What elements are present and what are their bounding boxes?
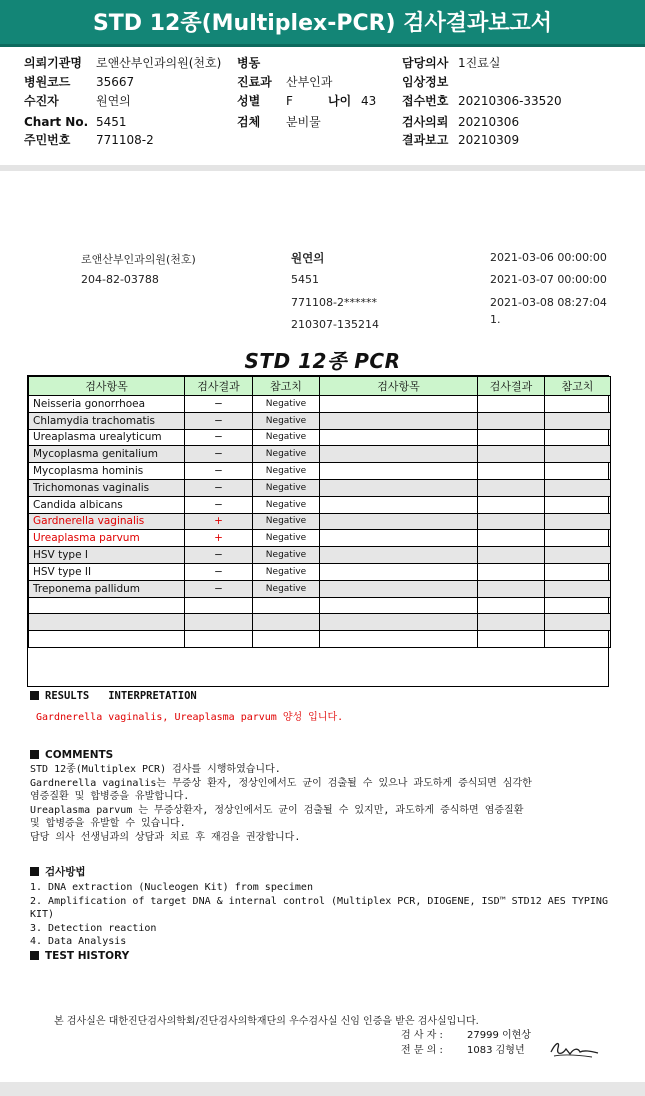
empty-cell — [478, 412, 545, 429]
hi-label: 검사의뢰 — [402, 115, 449, 129]
tester-label: 검 사 자 : — [401, 1030, 443, 1041]
methods-heading — [30, 864, 608, 879]
empty-cell — [478, 547, 545, 564]
test-result: + — [185, 530, 253, 547]
table-row — [29, 412, 611, 429]
col-header-result: 검사결과 — [478, 377, 545, 396]
test-item: Candida albicans — [29, 496, 185, 513]
empty-cell — [320, 563, 478, 580]
test-reference: Negative — [253, 463, 320, 480]
hi-label: 접수번호 — [402, 94, 449, 108]
test-reference: Negative — [253, 496, 320, 513]
empty-cell — [545, 530, 611, 547]
hi-value: 771108-2 — [96, 133, 154, 147]
test-item: HSV type I — [29, 547, 185, 564]
empty-cell — [545, 429, 611, 446]
empty-cell — [545, 614, 611, 631]
hi-value: 20210309 — [458, 133, 520, 147]
table-row — [29, 530, 611, 547]
text-line: 및 합병증을 유발할 수 있습니다. — [30, 818, 186, 829]
hi-label: 성별 — [237, 94, 261, 108]
test-reference: Negative — [253, 547, 320, 564]
empty-cell — [320, 479, 478, 496]
test-reference: Negative — [253, 396, 320, 413]
tester-value: 27999 이현상 — [467, 1030, 531, 1041]
table-row — [29, 463, 611, 480]
test-result: − — [185, 479, 253, 496]
hi-specimen — [237, 113, 321, 132]
test-reference: Negative — [253, 563, 320, 580]
test-result: − — [185, 396, 253, 413]
empty-cell — [545, 513, 611, 530]
hi-value: 분비물 — [286, 115, 321, 129]
empty-cell — [320, 513, 478, 530]
test-item: HSV type II — [29, 563, 185, 580]
table-row — [29, 496, 611, 513]
test-item: Neisseria gonorrhoea — [29, 396, 185, 413]
hi-value: 20210306 — [458, 115, 520, 129]
test-result: − — [185, 412, 253, 429]
chart-number: 5451 — [291, 273, 319, 286]
table-row — [29, 446, 611, 463]
table-row — [29, 547, 611, 564]
empty-cell — [320, 580, 478, 597]
table-row — [29, 597, 611, 614]
empty-cell — [185, 631, 253, 648]
clinic-name: 로앤산부인과의원(천호) — [81, 253, 196, 266]
empty-cell — [185, 614, 253, 631]
hi-label: 병동 — [237, 56, 261, 70]
hi-label: 담당의사 — [402, 56, 449, 70]
empty-cell — [478, 580, 545, 597]
hi-label: Chart No. — [24, 115, 89, 129]
empty-cell — [478, 513, 545, 530]
empty-cell — [478, 530, 545, 547]
hi-value: 5451 — [96, 115, 127, 129]
test-item: Mycoplasma hominis — [29, 463, 185, 480]
empty-cell — [320, 446, 478, 463]
empty-cell — [545, 547, 611, 564]
empty-cell — [320, 396, 478, 413]
hi-value: 1진료실 — [458, 56, 501, 70]
hi-value: 원연의 — [96, 94, 131, 108]
test-item: Treponema pallidum — [29, 580, 185, 597]
id-masked: 771108-2****** — [291, 296, 377, 309]
hi-receipt-no — [402, 92, 562, 111]
certification-text: 본 검사실은 대한진단검사의학회/진단검사의학재단의 우수검사실 신임 인증을 받은 검사실입니다. — [54, 1016, 479, 1027]
signature-icon — [548, 1038, 600, 1060]
test-item: Ureaplasma parvum — [29, 530, 185, 547]
hi-chart-no — [24, 113, 127, 132]
test-result: − — [185, 446, 253, 463]
hi-sex — [237, 92, 293, 111]
date-reported: 2021-03-08 08:27:04 — [490, 296, 607, 309]
hi-label: 결과보고 — [402, 133, 449, 147]
empty-cell — [320, 496, 478, 513]
hi-label: 수진자 — [24, 94, 59, 108]
patient-block — [0, 240, 645, 340]
empty-cell — [478, 479, 545, 496]
empty-cell — [545, 446, 611, 463]
table-row — [29, 580, 611, 597]
empty-cell — [29, 597, 185, 614]
empty-cell — [320, 631, 478, 648]
test-item: Mycoplasma genitalium — [29, 446, 185, 463]
table-row — [29, 429, 611, 446]
table-row — [29, 631, 611, 648]
date-collected: 2021-03-06 00:00:00 — [490, 251, 607, 264]
empty-cell — [29, 614, 185, 631]
tester-row — [401, 1026, 531, 1041]
table-row — [29, 513, 611, 530]
text-line: 3. Detection reaction — [30, 922, 157, 934]
header-info — [0, 47, 645, 165]
result-table — [27, 375, 609, 687]
text-line: STD 12종(Multiplex PCR) 검사를 시행하였습니다. — [30, 764, 281, 775]
hi-value: 43 — [361, 94, 377, 108]
test-result: − — [185, 580, 253, 597]
text-line: KIT) — [30, 909, 55, 920]
hi-label: 진료과 — [237, 75, 272, 89]
test-reference: Negative — [253, 479, 320, 496]
empty-cell — [320, 412, 478, 429]
text-line: Ureaplasma parvum 는 무증상환자, 정상인에서도 균이 검출될 수 있지만, 과도하게 증식하면 염증질환 — [30, 804, 524, 816]
table-row — [29, 479, 611, 496]
col-header-ref: 참고치 — [545, 377, 611, 396]
text-line: 1. DNA extraction (Nucleogen Kit) from specimen — [30, 882, 313, 893]
test-item: Trichomonas vaginalis — [29, 479, 185, 496]
test-result: + — [185, 513, 253, 530]
methods-lines — [30, 881, 608, 949]
hi-value: F — [286, 94, 293, 108]
hi-age — [328, 92, 376, 111]
col-header-item: 검사항목 — [29, 377, 185, 396]
bottom-band — [0, 1082, 645, 1096]
empty-cell — [253, 597, 320, 614]
text-line: 4. Data Analysis — [30, 936, 127, 947]
empty-cell — [185, 597, 253, 614]
test-reference: Negative — [253, 429, 320, 446]
empty-cell — [478, 563, 545, 580]
hi-doctor — [402, 54, 500, 73]
square-bullet-icon — [30, 750, 39, 759]
table-row — [29, 563, 611, 580]
test-reference: Negative — [253, 530, 320, 547]
hi-clinic — [24, 54, 221, 73]
empty-cell — [545, 580, 611, 597]
empty-cell — [320, 614, 478, 631]
hi-label: 검체 — [237, 115, 261, 129]
test-result: − — [185, 547, 253, 564]
empty-cell — [545, 563, 611, 580]
text-line: 2. Amplification of target DNA & internal control (Multiplex PCR, DIOGENE, ISD™ STD12 AES TYPING — [30, 895, 608, 907]
test-result: − — [185, 429, 253, 446]
hi-label: 의뢰기관명 — [24, 56, 82, 70]
empty-cell — [545, 496, 611, 513]
hi-label: 병원코드 — [24, 75, 71, 89]
empty-cell — [320, 463, 478, 480]
test-reference: Negative — [253, 446, 320, 463]
patient-name: 원연의 — [291, 251, 325, 265]
hi-label: 나이 — [328, 94, 352, 108]
test-item: Chlamydia trachomatis — [29, 412, 185, 429]
specialist-row — [401, 1041, 525, 1056]
table-row — [29, 614, 611, 631]
text-line: Gardnerella vaginalis는 무증상 환자, 정상인에서도 균이 검출될 수 있으나 과도하게 증식되면 심각한 — [30, 777, 532, 789]
text-line: 담당 의사 선생님과의 상담과 치료 후 재검을 권장합니다. — [30, 831, 301, 843]
results-heading-text: RESULTS INTERPRETATION — [45, 690, 197, 702]
results-text: Gardnerella vaginalis, Ureaplasma parvum 양성 입니다. — [36, 712, 344, 723]
empty-cell — [29, 631, 185, 648]
empty-cell — [478, 429, 545, 446]
reg-number: 204-82-03788 — [81, 273, 159, 286]
square-bullet-icon — [30, 691, 39, 700]
table-header-row — [29, 377, 611, 396]
hi-value: 35667 — [96, 75, 135, 89]
table-row — [29, 396, 611, 413]
date-received: 2021-03-07 00:00:00 — [490, 273, 607, 286]
hi-ward — [237, 54, 286, 73]
empty-cell — [545, 412, 611, 429]
test-item: Gardnerella vaginalis — [29, 513, 185, 530]
empty-cell — [478, 496, 545, 513]
empty-cell — [253, 614, 320, 631]
test-result: − — [185, 463, 253, 480]
empty-cell — [478, 396, 545, 413]
history-heading-text: TEST HISTORY — [45, 950, 130, 962]
test-result: − — [185, 563, 253, 580]
empty-cell — [478, 597, 545, 614]
date-suffix: 1. — [490, 313, 501, 326]
hi-patient — [24, 92, 131, 111]
test-reference: Negative — [253, 412, 320, 429]
empty-cell — [545, 479, 611, 496]
hi-id-number — [24, 131, 154, 150]
history-section — [30, 950, 129, 962]
specialist-value: 1083 김형년 — [467, 1045, 525, 1056]
square-bullet-icon — [30, 867, 39, 876]
hi-department — [237, 73, 332, 92]
hi-hospital-code — [24, 73, 134, 92]
comments-heading-text: COMMENTS — [45, 749, 114, 761]
specialist-label: 전 문 의 : — [401, 1045, 443, 1056]
methods-heading-text: 검사방법 — [45, 866, 86, 878]
hi-label: 주민번호 — [24, 133, 71, 147]
comments-section — [30, 749, 532, 844]
test-item: Ureaplasma urealyticum — [29, 429, 185, 446]
empty-cell — [545, 396, 611, 413]
col-header-ref: 참고치 — [253, 377, 320, 396]
empty-cell — [478, 446, 545, 463]
report-title: STD 12종 PCR — [244, 349, 401, 373]
receipt-number: 210307-135214 — [291, 318, 379, 331]
test-result: − — [185, 496, 253, 513]
empty-cell — [545, 631, 611, 648]
test-reference: Negative — [253, 513, 320, 530]
history-heading — [30, 950, 129, 962]
col-header-item: 검사항목 — [320, 377, 478, 396]
comments-heading — [30, 749, 532, 761]
empty-cell — [320, 597, 478, 614]
hi-label: 임상정보 — [402, 75, 449, 89]
hi-value: 산부인과 — [286, 75, 333, 89]
results-section — [30, 690, 343, 723]
hi-value: 20210306-33520 — [458, 94, 562, 108]
empty-cell — [478, 631, 545, 648]
text-line: 염증질환 및 합병증을 유발합니다. — [30, 791, 190, 802]
divider — [0, 165, 645, 171]
hi-value: 로앤산부인과의원(천호) — [96, 56, 222, 70]
empty-cell — [478, 614, 545, 631]
hi-clinical-info — [402, 73, 458, 92]
test-reference: Negative — [253, 580, 320, 597]
report-header-title: STD 12종(Multiplex-PCR) 검사결과보고서 — [0, 0, 645, 47]
empty-cell — [545, 597, 611, 614]
methods-section — [30, 864, 608, 949]
empty-cell — [545, 463, 611, 480]
comments-lines — [30, 763, 532, 844]
hi-request-date — [402, 113, 519, 132]
hi-report-date — [402, 131, 519, 150]
empty-cell — [320, 429, 478, 446]
results-heading — [30, 690, 343, 702]
empty-cell — [478, 463, 545, 480]
empty-cell — [320, 547, 478, 564]
empty-cell — [253, 631, 320, 648]
empty-cell — [320, 530, 478, 547]
col-header-result: 검사결과 — [185, 377, 253, 396]
square-bullet-icon — [30, 951, 39, 960]
